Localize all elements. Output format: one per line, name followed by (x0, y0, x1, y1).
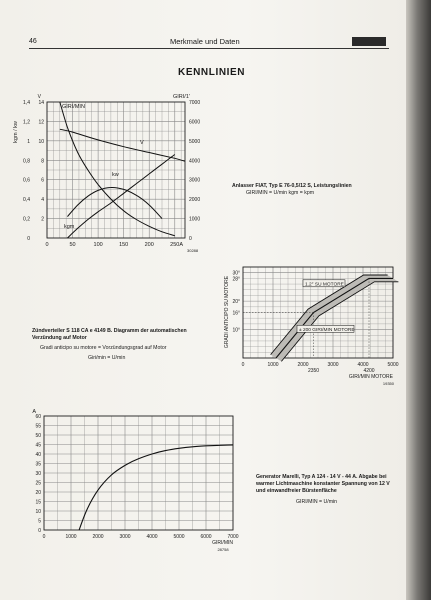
x-tick-label: 5000 (387, 362, 399, 368)
y-tick-label: 10 (35, 509, 41, 515)
y-tick-label: 15 (35, 499, 41, 506)
y-left-tick-label: 1,2 (23, 119, 30, 126)
x-tick-label: 150 (119, 242, 129, 248)
series-label: kgm (64, 224, 75, 230)
x-tick-label: 2000 (297, 362, 309, 368)
v-tick-label: 12 (38, 119, 44, 126)
x-axis-label: GIRI/MIN MOTORE (348, 374, 393, 380)
y-tick-label: 0 (38, 528, 41, 534)
y-right-tick-label: 7000 (189, 100, 201, 106)
distributor-caption (32, 328, 214, 362)
y-tick-label: 28° (232, 276, 240, 283)
x-tick-label: 200 (144, 242, 154, 248)
y-tick-label: 20 (35, 490, 41, 496)
x-tick-label: 0 (45, 242, 49, 248)
y-tick-label: 30 (35, 471, 41, 477)
x-tick-label: 1000 (65, 534, 77, 540)
series-label: kw (112, 172, 119, 178)
x-axis-label: GIRI/MIN (212, 540, 233, 546)
generator-caption-title: Generator Marelli, Typ A 124 - 14 V - 44 A. Abgabe bei warmer Lichtmaschine konstanter Spannung von 12 V und einwandfreier Bürstenfläche (256, 474, 390, 494)
y-tick-label: 50 (35, 433, 41, 439)
starter-caption-title: Anlasser FIAT, Typ E 76-0,5/12 S, Leistungslinien (232, 183, 352, 189)
x-tick-label: 4000 (357, 362, 369, 368)
y-tick-label: 30° (232, 270, 240, 277)
x-tick-label: 4000 (146, 534, 158, 540)
v-tick-label: 10 (38, 138, 44, 145)
x-special-tick-label: 4200 (363, 368, 375, 374)
y-right-tick-label: 0 (189, 236, 192, 242)
x-tick-label: 1000 (267, 362, 279, 368)
y-tick-label: 35 (35, 461, 41, 468)
y-tick-label: 20° (232, 299, 240, 306)
current-curve (79, 445, 233, 530)
y-axis-label: GRADI ANTICIPO SU MOTORE (224, 275, 230, 349)
figure-ref-number: 28758 (217, 547, 229, 552)
y-left-tick-label: 0 (27, 236, 30, 242)
y-left-axis-label: kgm / kw (13, 121, 19, 143)
y-right-tick-label: 6000 (189, 119, 201, 126)
x-tick-label: 50 (69, 242, 76, 248)
distributor-chart (224, 267, 399, 386)
y-left-tick-label: 0,6 (23, 177, 30, 184)
x-tick-label: 3000 (119, 534, 131, 540)
v-tick-label: 14 (38, 100, 44, 106)
y-left-tick-label: 1 (27, 138, 30, 145)
v-tick-label: 6 (41, 177, 44, 184)
y-right-axis-label: GIRI/1' (173, 94, 190, 100)
x-tick-label: 0 (241, 362, 245, 368)
y-tick-label: 40 (35, 452, 41, 458)
figure-ref-number: 30288 (187, 248, 199, 253)
starter-caption (232, 183, 392, 197)
y-right-tick-label: 1000 (189, 216, 201, 223)
y-tick-label: 25 (35, 480, 41, 487)
section-title: Merkmale und Daten (170, 37, 240, 46)
distributor-caption-title: Zündverteiler S 118 CA e 4149 B. Diagramm der automatischen Verzündung auf Motor (32, 328, 187, 341)
series-label: GIRI/MIN (62, 104, 85, 110)
x-tick-label: 100 (93, 242, 103, 248)
y-right-tick-label: 2000 (189, 197, 201, 204)
v-axis-label: V (37, 94, 41, 100)
y-right-tick-label: 5000 (189, 138, 201, 145)
y-tick-label: 60 (35, 414, 41, 420)
v-tick-label: 4 (41, 197, 44, 204)
x-tick-label: 250 (170, 242, 180, 248)
v-tick-label: 2 (41, 216, 44, 223)
x-axis-label: A (179, 242, 183, 248)
y-left-tick-label: 0,4 (23, 197, 30, 204)
y-tick-label: 5 (38, 518, 41, 525)
series-label: V (140, 140, 144, 146)
series-line (67, 155, 174, 239)
annotation-label: 1.2° SU MOTORE (305, 282, 344, 288)
series-line (60, 129, 185, 161)
y-left-tick-label: 0,8 (23, 158, 30, 165)
x-tick-label: 6000 (200, 534, 212, 540)
v-tick-label: 8 (41, 158, 44, 165)
y-tick-label: 45 (35, 442, 41, 449)
figure-ref-number: 19350 (382, 381, 394, 386)
distributor-caption-line3: Giri/min = U/min (88, 355, 126, 361)
x-tick-label: 7000 (227, 534, 239, 540)
y-tick-label: 16° (232, 310, 240, 317)
y-tick-label: 10° (232, 327, 240, 334)
generator-chart (32, 409, 238, 552)
page-number: 46 (29, 38, 37, 45)
y-tick-label: 55 (35, 423, 41, 430)
starter-caption-units: GIRI/MIN = U/min kgm = kpm (246, 190, 315, 196)
y-left-tick-label: 0,2 (23, 216, 30, 223)
starter-chart (13, 94, 200, 253)
x-tick-label: 3000 (327, 362, 339, 368)
generator-caption-units: GIRI/MIN = U/min (296, 499, 338, 505)
x-special-tick-label: 2350 (307, 368, 320, 374)
distributor-caption-line2: Gradi anticipo su motore = Vorzündungsgrad auf Motor (40, 345, 167, 351)
main-title: KENNLINIEN (178, 67, 246, 78)
y-left-tick-label: 1,4 (23, 100, 30, 106)
y-right-tick-label: 3000 (189, 177, 201, 184)
y-axis-label: A (32, 409, 36, 415)
generator-caption (256, 474, 396, 506)
x-tick-label: 2000 (92, 534, 104, 540)
y-right-tick-label: 4000 (189, 158, 201, 165)
x-tick-label: 0 (42, 534, 46, 540)
x-tick-label: 5000 (173, 534, 185, 540)
annotation-label: ± 200 GIRI/MIN MOTORE (299, 327, 355, 333)
